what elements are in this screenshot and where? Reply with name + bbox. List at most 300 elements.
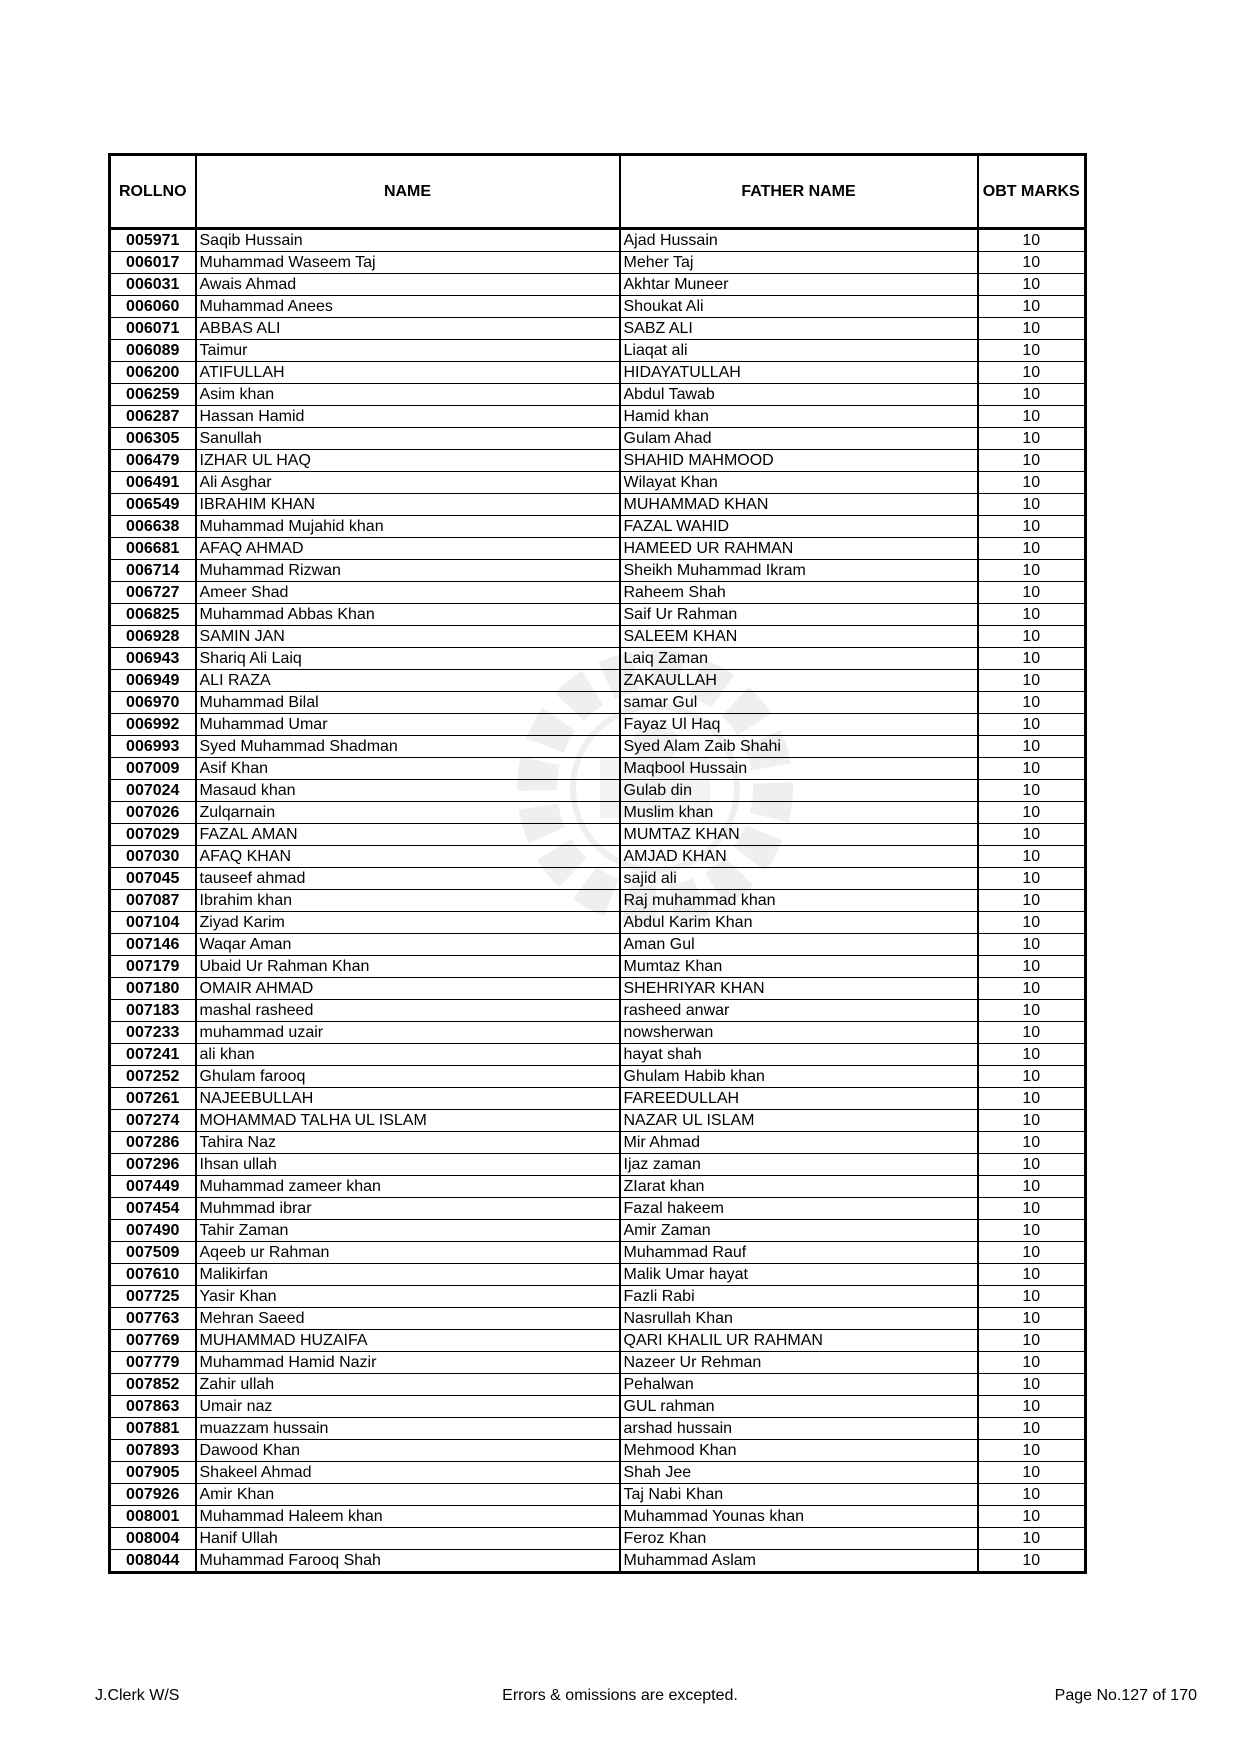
roll-number-cell: 006060 [110,296,196,318]
marks-cell: 10 [978,912,1086,934]
header-father-name: FATHER NAME [620,155,978,229]
table-row [110,1198,1086,1220]
student-name-cell: ABBAS ALI [196,318,620,340]
student-name-cell: Ihsan ullah [196,1154,620,1176]
student-name-cell: Ameer Shad [196,582,620,604]
marks-cell: 10 [978,274,1086,296]
table-row [110,538,1086,560]
header-rollno: ROLLNO [110,155,196,229]
father-name-cell: Ajad Hussain [620,229,978,252]
table-row [110,780,1086,802]
father-name-cell: FAZAL WAHID [620,516,978,538]
father-name-cell: Ijaz zaman [620,1154,978,1176]
footer-clerk: J.Clerk W/S [95,1687,180,1704]
table-row [110,1000,1086,1022]
student-name-cell: SAMIN JAN [196,626,620,648]
father-name-cell: FAREEDULLAH [620,1088,978,1110]
father-name-cell: Raheem Shah [620,582,978,604]
table-row [110,406,1086,428]
student-name-cell: Muhammad zameer khan [196,1176,620,1198]
roll-number-cell: 006681 [110,538,196,560]
father-name-cell: Fazli Rabi [620,1286,978,1308]
marks-cell: 10 [978,450,1086,472]
roll-number-cell: 006992 [110,714,196,736]
table-row [110,384,1086,406]
father-name-cell: arshad hussain [620,1418,978,1440]
father-name-cell: Mehmood Khan [620,1440,978,1462]
father-name-cell: SABZ ALI [620,318,978,340]
student-name-cell: Asim khan [196,384,620,406]
marks-cell: 10 [978,934,1086,956]
table-row [110,978,1086,1000]
marks-cell: 10 [978,384,1086,406]
father-name-cell: Hamid khan [620,406,978,428]
table-row [110,692,1086,714]
results-table [108,153,1087,1574]
roll-number-cell: 007509 [110,1242,196,1264]
table-row [110,670,1086,692]
father-name-cell: nowsherwan [620,1022,978,1044]
table-row [110,846,1086,868]
roll-number-cell: 006928 [110,626,196,648]
roll-number-cell: 006017 [110,252,196,274]
table-row [110,956,1086,978]
marks-cell: 10 [978,648,1086,670]
table-row [110,1418,1086,1440]
marks-cell: 10 [978,1462,1086,1484]
roll-number-cell: 007905 [110,1462,196,1484]
father-name-cell: Saif Ur Rahman [620,604,978,626]
marks-cell: 10 [978,1044,1086,1066]
student-name-cell: Muhammad Mujahid khan [196,516,620,538]
student-name-cell: Ubaid Ur Rahman Khan [196,956,620,978]
table-row [110,582,1086,604]
roll-number-cell: 007087 [110,890,196,912]
student-name-cell: IZHAR UL HAQ [196,450,620,472]
table-row [110,1110,1086,1132]
header-name: NAME [196,155,620,229]
table-row [110,560,1086,582]
roll-number-cell: 007449 [110,1176,196,1198]
father-name-cell: Shah Jee [620,1462,978,1484]
father-name-cell: Abdul Tawab [620,384,978,406]
marks-cell: 10 [978,229,1086,252]
father-name-cell: Muhammad Younas khan [620,1506,978,1528]
father-name-cell: AMJAD KHAN [620,846,978,868]
student-name-cell: Muhammad Hamid Nazir [196,1352,620,1374]
marks-cell: 10 [978,1022,1086,1044]
roll-number-cell: 007893 [110,1440,196,1462]
father-name-cell: ZIarat khan [620,1176,978,1198]
student-name-cell: MOHAMMAD TALHA UL ISLAM [196,1110,620,1132]
marks-cell: 10 [978,560,1086,582]
table-row [110,516,1086,538]
marks-cell: 10 [978,1242,1086,1264]
father-name-cell: Fazal hakeem [620,1198,978,1220]
father-name-cell: hayat shah [620,1044,978,1066]
marks-cell: 10 [978,692,1086,714]
roll-number-cell: 006031 [110,274,196,296]
marks-cell: 10 [978,1110,1086,1132]
student-name-cell: AFAQ KHAN [196,846,620,868]
father-name-cell: QARI KHALIL UR RAHMAN [620,1330,978,1352]
roll-number-cell: 006200 [110,362,196,384]
father-name-cell: Wilayat Khan [620,472,978,494]
student-name-cell: Mehran Saeed [196,1308,620,1330]
table-row [110,912,1086,934]
header-obt-marks: OBT MARKS [978,155,1086,229]
roll-number-cell: 008044 [110,1550,196,1573]
student-name-cell: Shariq Ali Laiq [196,648,620,670]
table-row [110,1528,1086,1550]
roll-number-cell: 006949 [110,670,196,692]
roll-number-cell: 007030 [110,846,196,868]
table-row [110,1220,1086,1242]
table-row [110,229,1086,252]
table-row [110,890,1086,912]
marks-cell: 10 [978,604,1086,626]
roll-number-cell: 007296 [110,1154,196,1176]
marks-cell: 10 [978,1220,1086,1242]
student-name-cell: Amir Khan [196,1484,620,1506]
marks-cell: 10 [978,846,1086,868]
father-name-cell: HAMEED UR RAHMAN [620,538,978,560]
student-name-cell: MUHAMMAD HUZAIFA [196,1330,620,1352]
roll-number-cell: 007009 [110,758,196,780]
roll-number-cell: 007852 [110,1374,196,1396]
father-name-cell: MUHAMMAD KHAN [620,494,978,516]
father-name-cell: Muhammad Rauf [620,1242,978,1264]
marks-cell: 10 [978,1418,1086,1440]
father-name-cell: Mir Ahmad [620,1132,978,1154]
marks-cell: 10 [978,494,1086,516]
father-name-cell: Nazeer Ur Rehman [620,1352,978,1374]
father-name-cell: SHEHRIYAR KHAN [620,978,978,1000]
marks-cell: 10 [978,780,1086,802]
marks-cell: 10 [978,890,1086,912]
table-row [110,1176,1086,1198]
father-name-cell: Muhammad Aslam [620,1550,978,1573]
father-name-cell: Muslim khan [620,802,978,824]
father-name-cell: NAZAR UL ISLAM [620,1110,978,1132]
table-row [110,428,1086,450]
father-name-cell: sajid ali [620,868,978,890]
roll-number-cell: 007024 [110,780,196,802]
father-name-cell: ZAKAULLAH [620,670,978,692]
table-row [110,1352,1086,1374]
roll-number-cell: 007881 [110,1418,196,1440]
roll-number-cell: 006479 [110,450,196,472]
student-name-cell: OMAIR AHMAD [196,978,620,1000]
table-row [110,252,1086,274]
marks-cell: 10 [978,1374,1086,1396]
student-name-cell: Muhammad Umar [196,714,620,736]
student-name-cell: Muhmmad ibrar [196,1198,620,1220]
father-name-cell: Aman Gul [620,934,978,956]
student-name-cell: IBRAHIM KHAN [196,494,620,516]
table-row [110,1396,1086,1418]
marks-cell: 10 [978,1308,1086,1330]
father-name-cell: samar Gul [620,692,978,714]
footer-page-number: Page No.127 of 170 [1054,1687,1197,1704]
student-name-cell: Muhammad Farooq Shah [196,1550,620,1573]
table-row [110,736,1086,758]
father-name-cell: Mumtaz Khan [620,956,978,978]
marks-cell: 10 [978,582,1086,604]
roll-number-cell: 008001 [110,1506,196,1528]
student-name-cell: Ghulam farooq [196,1066,620,1088]
student-name-cell: ATIFULLAH [196,362,620,384]
student-name-cell: Zulqarnain [196,802,620,824]
table-row [110,472,1086,494]
marks-cell: 10 [978,296,1086,318]
table-row [110,1044,1086,1066]
table-row [110,274,1086,296]
roll-number-cell: 008004 [110,1528,196,1550]
roll-number-cell: 007029 [110,824,196,846]
marks-cell: 10 [978,1550,1086,1573]
student-name-cell: Hanif Ullah [196,1528,620,1550]
student-name-cell: Aqeeb ur Rahman [196,1242,620,1264]
table-row [110,1374,1086,1396]
roll-number-cell: 006549 [110,494,196,516]
marks-cell: 10 [978,1000,1086,1022]
marks-cell: 10 [978,1132,1086,1154]
roll-number-cell: 007763 [110,1308,196,1330]
table-row [110,626,1086,648]
marks-cell: 10 [978,978,1086,1000]
roll-number-cell: 007026 [110,802,196,824]
student-name-cell: Sanullah [196,428,620,450]
marks-cell: 10 [978,1198,1086,1220]
roll-number-cell: 007183 [110,1000,196,1022]
marks-cell: 10 [978,318,1086,340]
table-row [110,318,1086,340]
father-name-cell: SALEEM KHAN [620,626,978,648]
father-name-cell: Taj Nabi Khan [620,1484,978,1506]
marks-cell: 10 [978,758,1086,780]
roll-number-cell: 006287 [110,406,196,428]
roll-number-cell: 007286 [110,1132,196,1154]
student-name-cell: Tahira Naz [196,1132,620,1154]
roll-number-cell: 006071 [110,318,196,340]
roll-number-cell: 006825 [110,604,196,626]
roll-number-cell: 007241 [110,1044,196,1066]
father-name-cell: Ghulam Habib khan [620,1066,978,1088]
father-name-cell: Laiq Zaman [620,648,978,670]
student-name-cell: Syed Muhammad Shadman [196,736,620,758]
table-row [110,1550,1086,1573]
roll-number-cell: 007725 [110,1286,196,1308]
table-row [110,450,1086,472]
student-name-cell: Muhammad Rizwan [196,560,620,582]
student-name-cell: Awais Ahmad [196,274,620,296]
student-name-cell: NAJEEBULLAH [196,1088,620,1110]
table-row [110,362,1086,384]
father-name-cell: Pehalwan [620,1374,978,1396]
table-row [110,604,1086,626]
footer-disclaimer: Errors & omissions are excepted. [502,1687,738,1704]
roll-number-cell: 006259 [110,384,196,406]
student-name-cell: Muhammad Haleem khan [196,1506,620,1528]
marks-cell: 10 [978,1154,1086,1176]
table-row [110,1066,1086,1088]
table-row [110,340,1086,362]
marks-cell: 10 [978,1264,1086,1286]
father-name-cell: Feroz Khan [620,1528,978,1550]
father-name-cell: Akhtar Muneer [620,274,978,296]
father-name-cell: SHAHID MAHMOOD [620,450,978,472]
table-row [110,868,1086,890]
table-row [110,714,1086,736]
father-name-cell: Gulab din [620,780,978,802]
table-row [110,1462,1086,1484]
roll-number-cell: 007454 [110,1198,196,1220]
results-sheet [108,153,1087,1574]
student-name-cell: ali khan [196,1044,620,1066]
table-row [110,1088,1086,1110]
student-name-cell: Hassan Hamid [196,406,620,428]
father-name-cell: rasheed anwar [620,1000,978,1022]
table-row [110,758,1086,780]
table-row [110,1154,1086,1176]
marks-cell: 10 [978,714,1086,736]
father-name-cell: Amir Zaman [620,1220,978,1242]
roll-number-cell: 006305 [110,428,196,450]
roll-number-cell: 007233 [110,1022,196,1044]
marks-cell: 10 [978,406,1086,428]
student-name-cell: Umair naz [196,1396,620,1418]
table-row [110,824,1086,846]
student-name-cell: Ziyad Karim [196,912,620,934]
student-name-cell: Asif Khan [196,758,620,780]
marks-cell: 10 [978,472,1086,494]
roll-number-cell: 006638 [110,516,196,538]
student-name-cell: muhammad uzair [196,1022,620,1044]
table-row [110,648,1086,670]
roll-number-cell: 006943 [110,648,196,670]
roll-number-cell: 007274 [110,1110,196,1132]
roll-number-cell: 007610 [110,1264,196,1286]
roll-number-cell: 007104 [110,912,196,934]
marks-cell: 10 [978,1506,1086,1528]
table-row [110,1132,1086,1154]
table-row [110,296,1086,318]
roll-number-cell: 006993 [110,736,196,758]
father-name-cell: Gulam Ahad [620,428,978,450]
student-name-cell: Masaud khan [196,780,620,802]
table-row [110,1484,1086,1506]
table-row [110,1264,1086,1286]
marks-cell: 10 [978,824,1086,846]
marks-cell: 10 [978,538,1086,560]
roll-number-cell: 006970 [110,692,196,714]
roll-number-cell: 007252 [110,1066,196,1088]
roll-number-cell: 006089 [110,340,196,362]
student-name-cell: Waqar Aman [196,934,620,956]
father-name-cell: Raj muhammad khan [620,890,978,912]
table-row [110,494,1086,516]
student-name-cell: mashal rasheed [196,1000,620,1022]
roll-number-cell: 007926 [110,1484,196,1506]
student-name-cell: AFAQ AHMAD [196,538,620,560]
marks-cell: 10 [978,1330,1086,1352]
marks-cell: 10 [978,736,1086,758]
father-name-cell: Shoukat Ali [620,296,978,318]
father-name-cell: Malik Umar hayat [620,1264,978,1286]
roll-number-cell: 007180 [110,978,196,1000]
student-name-cell: Shakeel Ahmad [196,1462,620,1484]
roll-number-cell: 007769 [110,1330,196,1352]
father-name-cell: HIDAYATULLAH [620,362,978,384]
marks-cell: 10 [978,1484,1086,1506]
marks-cell: 10 [978,1352,1086,1374]
marks-cell: 10 [978,340,1086,362]
student-name-cell: Muhammad Abbas Khan [196,604,620,626]
table-row [110,802,1086,824]
table-row [110,1440,1086,1462]
table-row [110,1308,1086,1330]
table-row [110,1022,1086,1044]
father-name-cell: Fayaz Ul Haq [620,714,978,736]
table-row [110,934,1086,956]
student-name-cell: tauseef ahmad [196,868,620,890]
marks-cell: 10 [978,1088,1086,1110]
roll-number-cell: 007863 [110,1396,196,1418]
marks-cell: 10 [978,1176,1086,1198]
marks-cell: 10 [978,626,1086,648]
table-row [110,1242,1086,1264]
marks-cell: 10 [978,1528,1086,1550]
marks-cell: 10 [978,1286,1086,1308]
marks-cell: 10 [978,868,1086,890]
student-name-cell: Malikirfan [196,1264,620,1286]
marks-cell: 10 [978,516,1086,538]
student-name-cell: Yasir Khan [196,1286,620,1308]
student-name-cell: muazzam hussain [196,1418,620,1440]
student-name-cell: Dawood Khan [196,1440,620,1462]
marks-cell: 10 [978,1440,1086,1462]
roll-number-cell: 006727 [110,582,196,604]
roll-number-cell: 006491 [110,472,196,494]
student-name-cell: Tahir Zaman [196,1220,620,1242]
marks-cell: 10 [978,428,1086,450]
table-row [110,1506,1086,1528]
student-name-cell: Muhammad Bilal [196,692,620,714]
roll-number-cell: 007179 [110,956,196,978]
father-name-cell: Syed Alam Zaib Shahi [620,736,978,758]
table-row [110,1286,1086,1308]
roll-number-cell: 006714 [110,560,196,582]
roll-number-cell: 007045 [110,868,196,890]
marks-cell: 10 [978,956,1086,978]
marks-cell: 10 [978,1396,1086,1418]
marks-cell: 10 [978,252,1086,274]
father-name-cell: MUMTAZ KHAN [620,824,978,846]
student-name-cell: ALI RAZA [196,670,620,692]
marks-cell: 10 [978,670,1086,692]
student-name-cell: FAZAL AMAN [196,824,620,846]
roll-number-cell: 007490 [110,1220,196,1242]
father-name-cell: Abdul Karim Khan [620,912,978,934]
student-name-cell: Saqib Hussain [196,229,620,252]
roll-number-cell: 007779 [110,1352,196,1374]
student-name-cell: Ali Asghar [196,472,620,494]
student-name-cell: Muhammad Waseem Taj [196,252,620,274]
father-name-cell: Sheikh Muhammad Ikram [620,560,978,582]
father-name-cell: Meher Taj [620,252,978,274]
marks-cell: 10 [978,362,1086,384]
